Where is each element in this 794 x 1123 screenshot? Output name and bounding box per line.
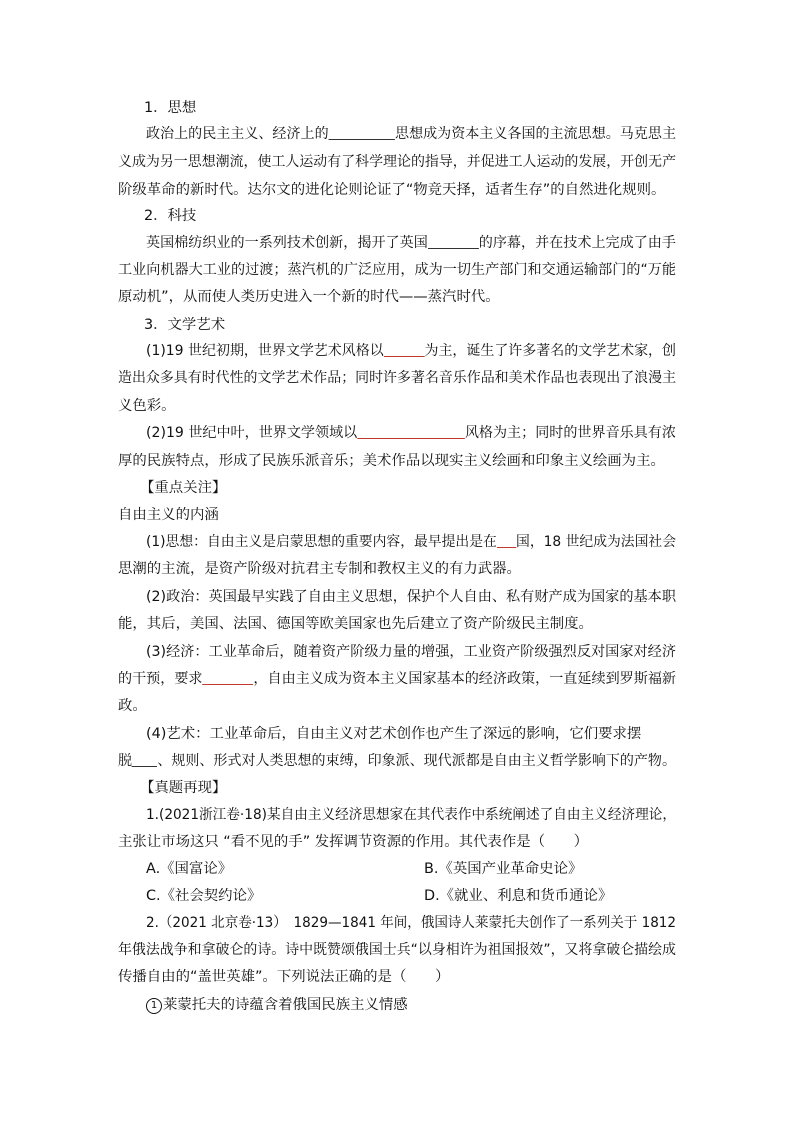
paragraph-line: (1)19 世纪初期，世界文学艺术风格以 为主，诞生了许多著名的文学艺术家，创 bbox=[146, 343, 677, 359]
paragraph-line: (4)艺术：工业革命后，自由主义对艺术创作也产生了深远的影响，它们要求摆 bbox=[146, 726, 642, 742]
paragraph-line: 思潮的主流，是资产阶级对抗君主专制和教权主义的有力武器。 bbox=[118, 561, 521, 577]
paragraph-line: 阶级革命的新时代。达尔文的进化论则论证了“物竞天择，适者生存”的自然进化规则。 bbox=[118, 182, 666, 198]
question-1-line: 1.(2021浙江卷·18)某自由主义经济思想家在其代表作中系统阐述了自由主义经济理论， bbox=[146, 807, 677, 823]
paragraph-line: 政。 bbox=[118, 698, 147, 714]
paragraph-line: 政治上的民主主义、经济上的 思想成为资本主义各国的主流思想。马克思主 bbox=[146, 126, 677, 142]
fill-blank[interactable] bbox=[132, 752, 157, 767]
option-c[interactable]: C.《社会契约论》 bbox=[146, 888, 262, 904]
fill-blank[interactable] bbox=[384, 342, 425, 357]
paragraph-line: 英国棉纺织业的一系列技术创新，揭开了英国 的序幕，并在技术上完成了由手 bbox=[146, 235, 676, 251]
section-heading-thought: 1．思想 bbox=[144, 100, 197, 116]
question-1-line: 主张让市场这只 “看不见的手” 发挥调节资源的作用。其代表作是（ ） bbox=[118, 834, 589, 850]
fill-blank[interactable] bbox=[203, 670, 254, 685]
paragraph-line: 脱 、规则、形式对人类思想的束缚，印象派、现代派都是自由主义哲学影响下的产物。 bbox=[118, 753, 676, 769]
option-b[interactable]: B.《英国产业革命史论》 bbox=[424, 861, 583, 877]
statement-1: 1 莱蒙托夫的诗蕴含着俄国民族主义情感 bbox=[146, 995, 408, 1015]
question-2-line: 年俄法战争和拿破仑的诗。诗中既赞颂俄国士兵“以身相许为祖国报效”，又将拿破仑描绘成 bbox=[118, 942, 677, 958]
paragraph-line: 工业向机器大工业的过渡；蒸汽机的广泛应用，成为一切生产部门和交通运输部门的“万能 bbox=[118, 262, 677, 278]
focus-heading: 【重点关注】 bbox=[140, 480, 227, 496]
question-2-line: 2.（2021 北京卷·13） 1829—1841 年间，俄国诗人莱蒙托夫创作了一系列关于 1812 bbox=[146, 915, 677, 931]
paragraph-line: 义成为另一思想潮流，使工人运动有了科学理论的指导，并促进工人运动的发展，开创无产 bbox=[118, 154, 677, 170]
fill-blank[interactable] bbox=[497, 533, 516, 548]
paragraph-line: 的干预，要求 ，自由主义成为资本主义国家基本的经济政策，一直延续到罗斯福新 bbox=[118, 671, 677, 687]
question-2-line: 传播自由的“盖世英雄”。下列说法正确的是（ ） bbox=[118, 969, 450, 985]
paragraph-line: 能，其后，美国、法国、德国等欧美国家也先后建立了资产阶级民主制度。 bbox=[118, 616, 593, 632]
paragraph-line: (2)政治：英国最早实践了自由主义思想，保护个人自由、私有财产成为国家的基本职 bbox=[146, 589, 676, 605]
exam-heading: 【真题再现】 bbox=[140, 780, 227, 796]
fill-blank[interactable] bbox=[329, 125, 395, 140]
paragraph-line: (3)经济：工业革命后，随着资产阶级力量的增强，工业资产阶级强烈反对国家对经济 bbox=[146, 644, 676, 660]
fill-blank[interactable] bbox=[357, 424, 465, 439]
section-heading-tech: 2．科技 bbox=[144, 208, 197, 224]
paragraph-line: (2)19 世纪中叶，世界文学领域以 风格为主；同时的世界音乐具有浓 bbox=[146, 425, 676, 441]
section-heading-art: 3．文学艺术 bbox=[144, 317, 226, 333]
paragraph-line: 原动机”，从而使人类历史进入一个新的时代——蒸汽时代。 bbox=[118, 289, 500, 305]
fill-blank[interactable] bbox=[428, 234, 479, 249]
circled-number: 1 bbox=[146, 998, 162, 1014]
option-a[interactable]: A.《国富论》 bbox=[146, 861, 233, 877]
focus-subtitle: 自由主义的内涵 bbox=[118, 507, 219, 523]
paragraph-line: 厚的民族特点，形成了民族乐派音乐；美术作品以现实主义绘画和印象主义绘画为主。 bbox=[118, 453, 665, 469]
option-d[interactable]: D.《就业、利息和货币通论》 bbox=[424, 888, 613, 904]
paragraph-line: (1)思想：自由主义是启蒙思想的重要内容，最早提出是在 国，18 世纪成为法国社会 bbox=[146, 534, 677, 550]
paragraph-line: 义色彩。 bbox=[118, 398, 176, 414]
paragraph-line: 造出众多具有时代性的文学艺术作品；同时许多著名音乐作品和美术作品也表现出了浪漫主 bbox=[118, 370, 677, 386]
